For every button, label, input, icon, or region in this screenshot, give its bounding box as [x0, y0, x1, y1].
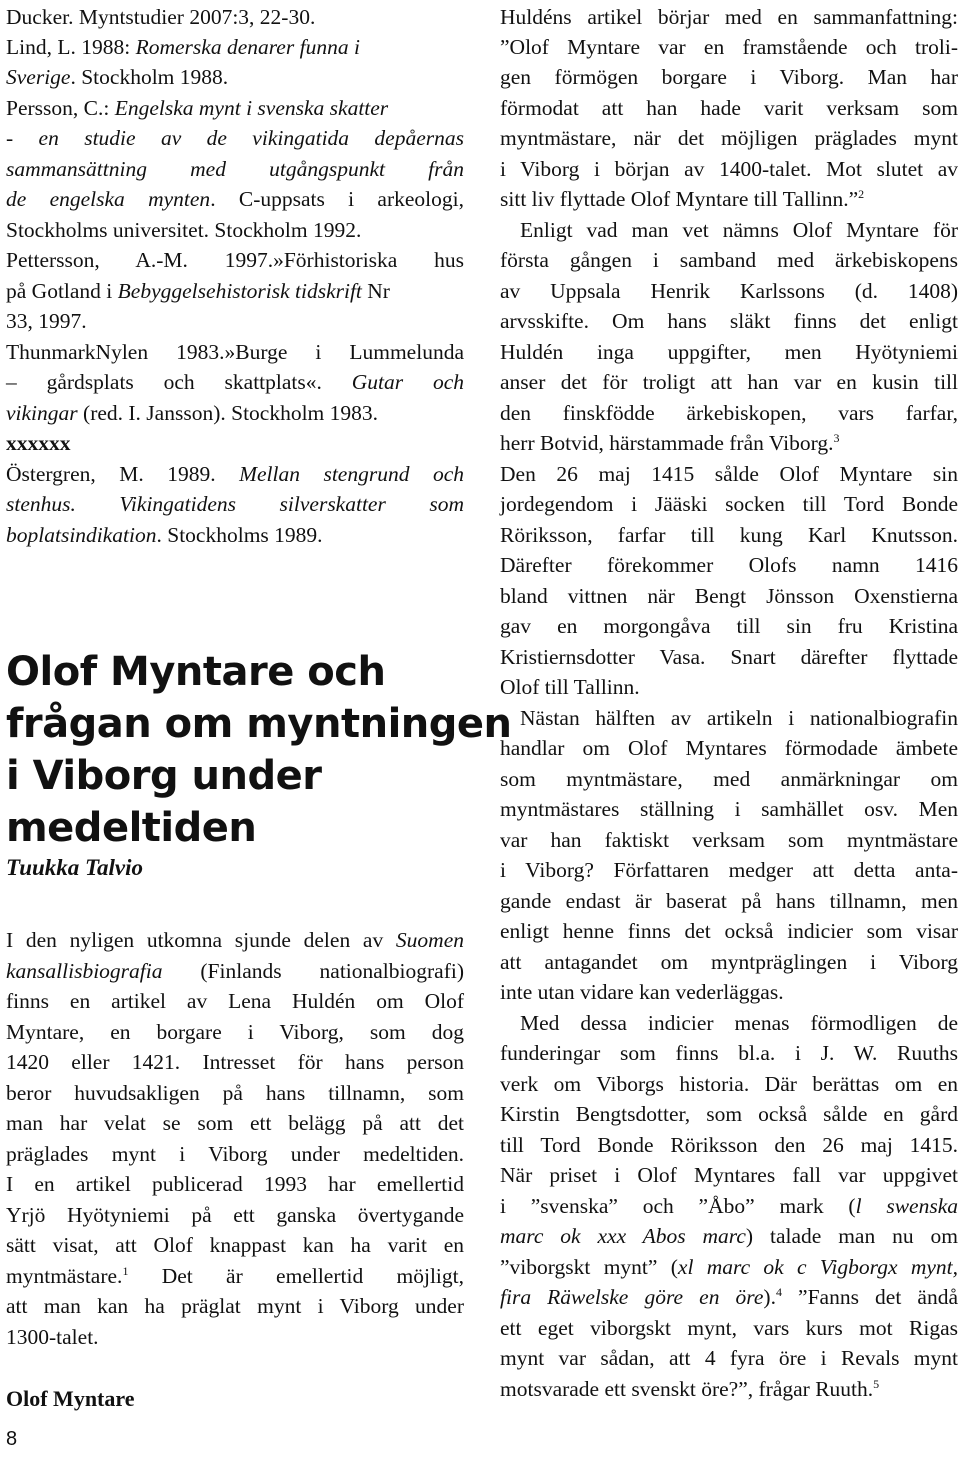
footnote-ref[interactable]: 4: [775, 1284, 782, 1299]
reference-line: Sverige. Stockholm 1988.: [6, 65, 229, 89]
body-line: motsvarade ett svenskt öre?”, frågar Ruuth.$^5$: [500, 1376, 880, 1401]
page-number: 8: [6, 1428, 18, 1450]
body-line: till Tord Bonde Röriksson den 26 maj 1415.: [500, 1133, 958, 1157]
body-line: bland vittnen när Bengt Jönsson Oxenstierna: [500, 584, 958, 608]
reference-line: xxxxxx: [6, 431, 71, 455]
body-line: fira Räwelske göre en öre).$^4$ ”Fanns det ändå: [500, 1284, 958, 1309]
reference-line: boplatsindikation. Stockholms 1989.: [6, 523, 323, 547]
body-line: Kristiernsdotter Vasa. Snart därefter flyttade: [500, 645, 958, 669]
body-line: i Viborg i början av 1400-talet. Mot slutet av: [500, 157, 958, 181]
body-line: den finskfödde ärkebiskopen, vars farfar,: [500, 401, 958, 425]
body-line: 1420 eller 1421. Intresset för hans person: [6, 1050, 464, 1074]
body-line: beror huvudsakligen på hans tillnamn, som: [6, 1081, 464, 1105]
body-line: i ”svenska” och ”Åbo” mark (l swenska: [500, 1194, 959, 1218]
body-line: ett eget viborgskt mynt, vars kurs mot Rigas: [500, 1316, 958, 1340]
body-line: gen förmögen borgare i Viborg. Man har: [500, 65, 958, 89]
body-line: man har velat se som ett belägg på att det: [6, 1111, 464, 1135]
body-line: funderingar som finns bl.a. i J. W. Ruuths: [500, 1041, 958, 1065]
body-line: var han faktiskt verksam som myntmästare: [500, 828, 958, 852]
body-line: När priset i Olof Myntares fall var uppgivet: [500, 1163, 958, 1187]
body-line: Röriksson, farfar till kung Karl Knutsson.: [500, 523, 958, 547]
body-line: förmodat att han hade varit verksam som: [500, 96, 958, 120]
body-line: ”Olof Myntare var en framstående och troli-: [500, 35, 958, 59]
body-line: i Viborg? Författaren medger att detta anta-: [500, 858, 958, 882]
author-byline: Tuukka Talvio: [6, 855, 143, 880]
body-line: Myntare, en borgare i Viborg, som dog: [6, 1020, 464, 1044]
reference-line: Östergren, M. 1989. Mellan stengrund och: [6, 462, 464, 486]
reference-line: stenhus. Vikingatidens silverskatter som: [6, 492, 464, 516]
body-line: gav en morgongåva till sin fru Kristina: [500, 614, 958, 638]
reference-line: Lind, L. 1988: Romerska denarer funna i: [6, 35, 360, 59]
body-line: Yrjö Hyötyniemi på ett ganska övertygande: [6, 1203, 464, 1227]
body-line: gande endast är baserat på hans tillnamn, men: [500, 889, 958, 913]
body-line: Enligt vad man vet nämns Olof Myntare för: [520, 218, 958, 242]
title-line: i Viborg under: [6, 753, 322, 799]
body-line: handlar om Olof Myntares förmodade ämbete: [500, 736, 958, 760]
reference-line: ThunmarkNylen 1983.»Burge i Lummelunda: [6, 340, 464, 364]
body-line: myntmästare, när det möjligen präglades mynt: [500, 126, 958, 150]
body-line: anser det för troligt att han var en kusin till: [500, 370, 958, 394]
body-line: mynt var sådan, att 4 fyra öre i Revals mynt: [500, 1346, 958, 1370]
body-line: Med dessa indicier menas förmodligen de: [520, 1011, 958, 1035]
reference-line: på Gotland i Bebyggelsehistorisk tidskrift Nr: [6, 279, 390, 303]
body-line: myntmästare.$^1$ Det är emellertid möjligt,: [6, 1263, 464, 1288]
body-line: att antagandet om myntpräglingen i Viborg: [500, 950, 958, 974]
reference-line: Persson, C.: Engelska mynt i svenska skatter: [6, 96, 389, 120]
body-line: att man kan ha präglat mynt i Viborg under: [6, 1294, 464, 1318]
body-line: präglades mynt i Viborg under medeltiden.: [6, 1142, 464, 1166]
body-line: sätt visat, att Olof knappast kan ha varit en: [6, 1233, 464, 1257]
body-line: ”viborgskt mynt” (xl marc ok c Vigborgx mynt,: [500, 1255, 958, 1279]
footnote-ref[interactable]: 1: [122, 1263, 129, 1278]
reference-line: Pettersson, A.-M. 1997.»Förhistoriska hus: [6, 248, 464, 272]
body-line: jordegendom i Jääski socken till Tord Bonde: [500, 492, 958, 516]
title-line: frågan om myntningen: [6, 701, 512, 747]
body-line: enligt henne finns det också indicier som visar: [500, 919, 958, 943]
reference-line: 33, 1997.: [6, 309, 87, 333]
reference-line: Stockholms universitet. Stockholm 1992.: [6, 218, 362, 242]
reference-line: Ducker. Myntstudier 2007:3, 22-30.: [6, 5, 316, 29]
body-line: I en artikel publicerad 1993 har emellertid: [6, 1172, 464, 1196]
body-line: av Uppsala Henrik Karlssons (d. 1408): [500, 279, 958, 303]
body-line: 1300-talet.: [6, 1325, 99, 1349]
footnote-ref[interactable]: 5: [873, 1376, 880, 1391]
body-line: första gången i samband med ärkebiskopens: [500, 248, 958, 272]
body-line: I den nyligen utkomna sjunde delen av Suomen: [6, 928, 464, 952]
body-line: sitt liv flyttade Olof Myntare till Tallinn.”$^2$: [500, 186, 865, 211]
body-line: finns en artikel av Lena Huldén om Olof: [6, 989, 464, 1013]
reference-line: sammansättning med utgångspunkt från: [6, 157, 464, 181]
title-line: Olof Myntare och: [6, 649, 386, 695]
body-line: myntmästares ställning i samhället osv. Men: [500, 797, 958, 821]
body-line: som myntmästare, med anmärkningar om: [500, 767, 958, 791]
body-line: arvsskifte. Om hans släkt finns det enligt: [500, 309, 958, 333]
footnote-ref[interactable]: 2: [858, 186, 865, 201]
reference-line: vikingar (red. I. Jansson). Stockholm 1983.: [6, 401, 379, 425]
body-line: herr Botvid, härstammade från Viborg.$^3$: [500, 430, 840, 455]
body-line: Den 26 maj 1415 sålde Olof Myntare sin: [500, 462, 958, 486]
section-subheading: Olof Myntare: [6, 1386, 135, 1411]
body-line: inte utan vidare kan vederläggas.: [500, 980, 784, 1004]
body-line: Kirstin Bengtsdotter, som också sålde en gård: [500, 1102, 958, 1126]
body-line: Olof till Tallinn.: [500, 675, 640, 699]
reference-line: - en studie av de vikingatida depåernas: [6, 126, 464, 150]
body-line: Nästan hälften av artikeln i nationalbiografin: [520, 706, 958, 730]
body-line: Därefter förekommer Olofs namn 1416: [500, 553, 958, 577]
body-line: marc ok xxx Abos marc) talade man nu om: [500, 1224, 958, 1248]
title-line: medeltiden: [6, 805, 257, 851]
body-line: kansallisbiografia (Finlands nationalbiografi): [6, 959, 464, 983]
reference-line: – gårdsplats och skattplats«. Gutar och: [6, 370, 464, 394]
reference-line: de engelska mynten. C-uppsats i arkeologi,: [6, 187, 464, 211]
body-line: Huldéns artikel börjar med en sammanfattning:: [500, 5, 958, 29]
body-line: verk om Viborgs historia. Där berättas om en: [500, 1072, 958, 1096]
footnote-ref[interactable]: 3: [833, 430, 840, 445]
body-line: Huldén inga uppgifter, men Hyötyniemi: [500, 340, 958, 364]
